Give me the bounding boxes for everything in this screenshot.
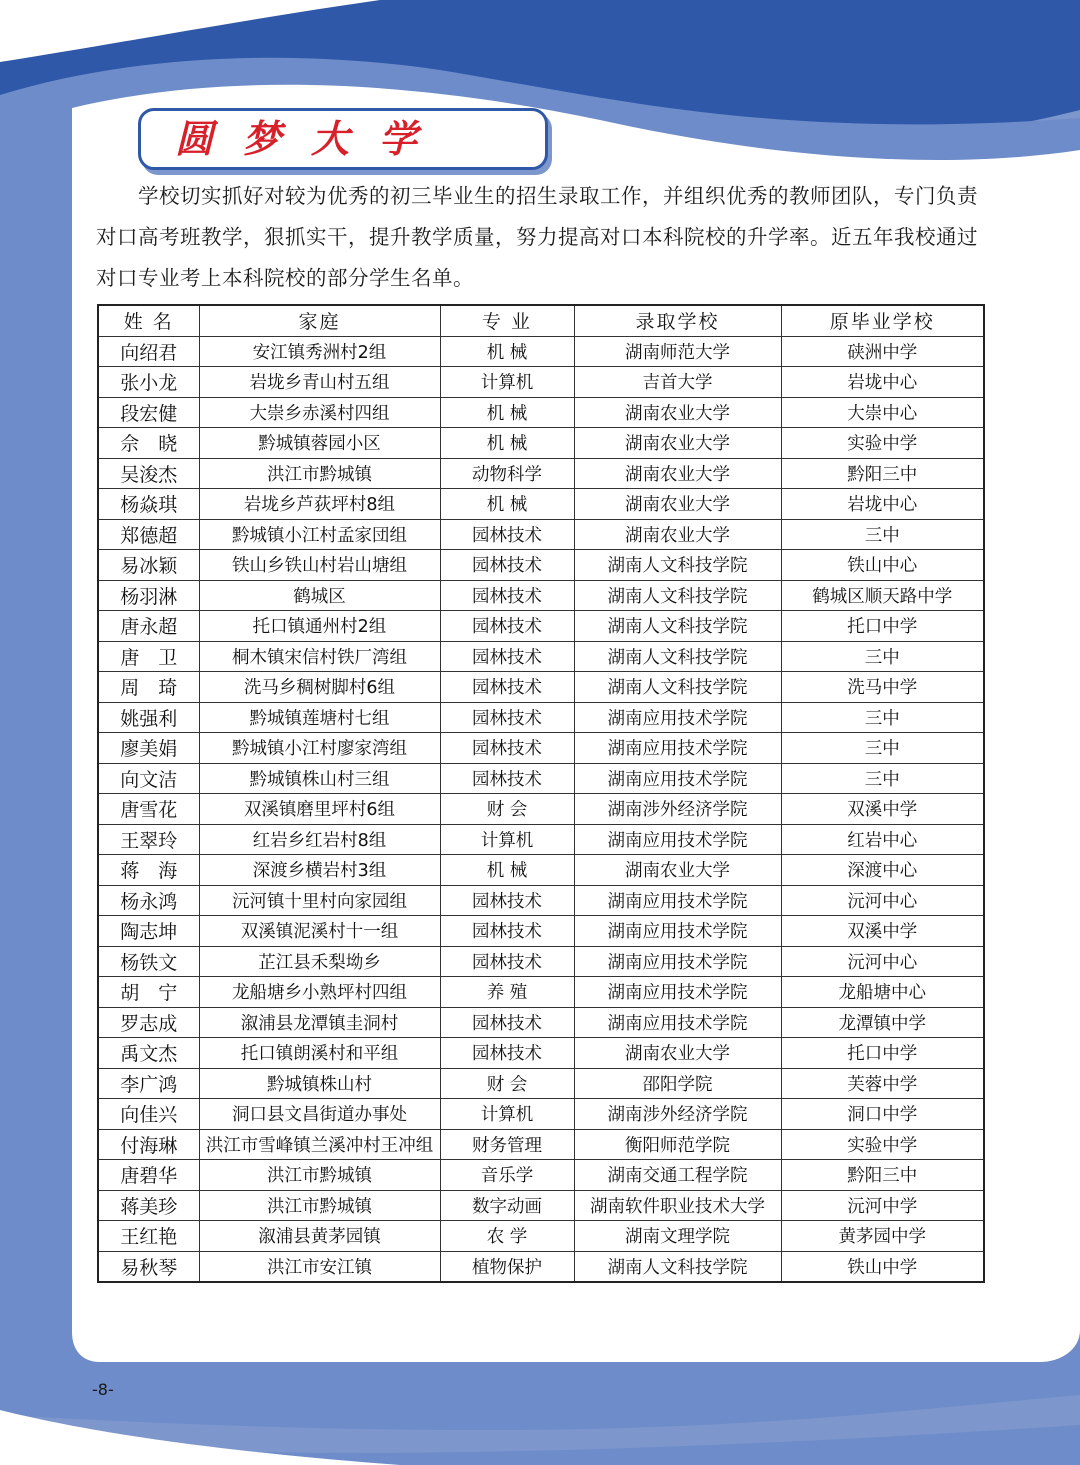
banner-title: 圆梦大学: [175, 116, 448, 161]
cell-name: 廖美娟: [98, 733, 199, 764]
cell-original-school: 三中: [781, 641, 984, 672]
cell-original-school: 鹤城区顺天路中学: [781, 580, 984, 611]
cell-name: 李广鸿: [98, 1068, 199, 1099]
cell-original-school: 黔阳三中: [781, 1160, 984, 1191]
cell-name: 蒋美珍: [98, 1190, 199, 1221]
table-row: [98, 1038, 984, 1069]
cell-major: 财 会: [440, 1068, 574, 1099]
cell-home: 深渡乡横岩村3组: [199, 855, 440, 886]
cell-original-school: 三中: [781, 519, 984, 550]
cell-home: 双溪镇磨里坪村6组: [199, 794, 440, 825]
cell-major: 园林技术: [440, 611, 574, 642]
cell-name: 王翠玲: [98, 824, 199, 855]
table-row: [98, 702, 984, 733]
table-row: [98, 550, 984, 581]
cell-original-school: 沅河中心: [781, 885, 984, 916]
cell-name: 杨铁文: [98, 946, 199, 977]
cell-home: 洞口县文昌街道办事处: [199, 1099, 440, 1130]
cell-original-school: 三中: [781, 733, 984, 764]
cell-major: 园林技术: [440, 885, 574, 916]
cell-name: 付海琳: [98, 1129, 199, 1160]
cell-home: 黔城镇蓉园小区: [199, 428, 440, 459]
header-home: 家庭: [199, 305, 440, 336]
cell-admitted-school: 湖南应用技术学院: [574, 946, 781, 977]
cell-name: 蒋 海: [98, 855, 199, 886]
table-row: [98, 855, 984, 886]
student-roster-table: [97, 304, 985, 1283]
cell-major: 农 学: [440, 1221, 574, 1252]
cell-name: 易冰颖: [98, 550, 199, 581]
cell-original-school: 实验中学: [781, 428, 984, 459]
cell-major: 机 械: [440, 428, 574, 459]
intro-paragraph: [96, 176, 984, 299]
cell-major: 园林技术: [440, 733, 574, 764]
cell-name: 禹文杰: [98, 1038, 199, 1069]
cell-home: 黔城镇株山村: [199, 1068, 440, 1099]
cell-home: 洪江市黔城镇: [199, 1190, 440, 1221]
cell-original-school: 龙潭镇中学: [781, 1007, 984, 1038]
cell-original-school: 岩垅中心: [781, 489, 984, 520]
cell-home: 岩垅乡青山村五组: [199, 367, 440, 398]
cell-admitted-school: 湖南涉外经济学院: [574, 794, 781, 825]
cell-admitted-school: 湖南应用技术学院: [574, 824, 781, 855]
cell-name: 唐 卫: [98, 641, 199, 672]
table-row: [98, 916, 984, 947]
cell-home: 安江镇秀洲村2组: [199, 336, 440, 367]
cell-original-school: 沅河中学: [781, 1190, 984, 1221]
cell-admitted-school: 湖南交通工程学院: [574, 1160, 781, 1191]
cell-admitted-school: 邵阳学院: [574, 1068, 781, 1099]
cell-major: 园林技术: [440, 702, 574, 733]
cell-major: 音乐学: [440, 1160, 574, 1191]
cell-name: 向绍君: [98, 336, 199, 367]
cell-home: 黔城镇莲塘村七组: [199, 702, 440, 733]
cell-major: 园林技术: [440, 672, 574, 703]
table-row: [98, 519, 984, 550]
table-row: [98, 1099, 984, 1130]
cell-major: 园林技术: [440, 550, 574, 581]
cell-admitted-school: 湖南农业大学: [574, 1038, 781, 1069]
cell-admitted-school: 湖南文理学院: [574, 1221, 781, 1252]
cell-name: 向文洁: [98, 763, 199, 794]
cell-admitted-school: 湖南农业大学: [574, 519, 781, 550]
cell-major: 计算机: [440, 367, 574, 398]
cell-home: 双溪镇泥溪村十一组: [199, 916, 440, 947]
cell-original-school: 黄茅园中学: [781, 1221, 984, 1252]
cell-original-school: 洞口中学: [781, 1099, 984, 1130]
cell-major: 机 械: [440, 336, 574, 367]
cell-major: 园林技术: [440, 946, 574, 977]
cell-name: 周 琦: [98, 672, 199, 703]
cell-name: 姚强利: [98, 702, 199, 733]
cell-admitted-school: 湖南应用技术学院: [574, 977, 781, 1008]
cell-original-school: 铁山中心: [781, 550, 984, 581]
cell-major: 园林技术: [440, 641, 574, 672]
cell-major: 机 械: [440, 855, 574, 886]
cell-admitted-school: 湖南农业大学: [574, 458, 781, 489]
cell-major: 园林技术: [440, 916, 574, 947]
table-row: [98, 489, 984, 520]
cell-major: 园林技术: [440, 519, 574, 550]
cell-admitted-school: 吉首大学: [574, 367, 781, 398]
cell-original-school: 深渡中心: [781, 855, 984, 886]
header-original-school: 原毕业学校: [781, 305, 984, 336]
cell-original-school: 双溪中学: [781, 916, 984, 947]
table-row: [98, 336, 984, 367]
cell-home: 芷江县禾梨坳乡: [199, 946, 440, 977]
cell-major: 养 殖: [440, 977, 574, 1008]
table-row: [98, 672, 984, 703]
cell-home: 洪江市雪峰镇兰溪冲村王冲组: [199, 1129, 440, 1160]
cell-major: 植物保护: [440, 1251, 574, 1282]
cell-name: 郑德超: [98, 519, 199, 550]
table-row: [98, 428, 984, 459]
cell-admitted-school: 湖南农业大学: [574, 397, 781, 428]
cell-home: 大崇乡赤溪村四组: [199, 397, 440, 428]
table-row: [98, 733, 984, 764]
cell-major: 园林技术: [440, 763, 574, 794]
cell-admitted-school: 湖南人文科技学院: [574, 611, 781, 642]
cell-original-school: 托口中学: [781, 1038, 984, 1069]
cell-admitted-school: 湖南应用技术学院: [574, 702, 781, 733]
cell-major: 财务管理: [440, 1129, 574, 1160]
cell-admitted-school: 湖南应用技术学院: [574, 763, 781, 794]
table-row: [98, 580, 984, 611]
cell-major: 计算机: [440, 824, 574, 855]
cell-name: 唐雪花: [98, 794, 199, 825]
cell-home: 黔城镇小江村孟家団组: [199, 519, 440, 550]
table-row: [98, 946, 984, 977]
table-row: [98, 885, 984, 916]
cell-major: 园林技术: [440, 1038, 574, 1069]
cell-name: 易秋琴: [98, 1251, 199, 1282]
cell-name: 佘 晓: [98, 428, 199, 459]
cell-name: 陶志坤: [98, 916, 199, 947]
cell-original-school: 实验中学: [781, 1129, 984, 1160]
table-row: [98, 763, 984, 794]
cell-home: 桐木镇宋信村铁厂湾组: [199, 641, 440, 672]
cell-original-school: 硖洲中学: [781, 336, 984, 367]
cell-original-school: 托口中学: [781, 611, 984, 642]
cell-admitted-school: 湖南人文科技学院: [574, 672, 781, 703]
table-row: [98, 1068, 984, 1099]
table-body: [98, 336, 984, 1282]
table-row: [98, 367, 984, 398]
cell-major: 计算机: [440, 1099, 574, 1130]
cell-major: 园林技术: [440, 580, 574, 611]
cell-admitted-school: 湖南应用技术学院: [574, 885, 781, 916]
cell-home: 黔城镇株山村三组: [199, 763, 440, 794]
cell-name: 唐碧华: [98, 1160, 199, 1191]
cell-original-school: 三中: [781, 702, 984, 733]
page-number: -8-: [92, 1380, 114, 1399]
cell-admitted-school: 湖南应用技术学院: [574, 733, 781, 764]
table-row: [98, 1007, 984, 1038]
header-admitted-school: 录取学校: [574, 305, 781, 336]
cell-major: 财 会: [440, 794, 574, 825]
cell-admitted-school: 湖南应用技术学院: [574, 916, 781, 947]
cell-home: 溆浦县黄茅园镇: [199, 1221, 440, 1252]
table-row: [98, 824, 984, 855]
cell-admitted-school: 湖南师范大学: [574, 336, 781, 367]
cell-name: 杨羽淋: [98, 580, 199, 611]
cell-name: 杨焱琪: [98, 489, 199, 520]
table-row: [98, 458, 984, 489]
cell-home: 沅河镇十里村向家园组: [199, 885, 440, 916]
cell-original-school: 沅河中心: [781, 946, 984, 977]
table-row: [98, 977, 984, 1008]
cell-name: 罗志成: [98, 1007, 199, 1038]
cell-admitted-school: 湖南人文科技学院: [574, 550, 781, 581]
cell-original-school: 三中: [781, 763, 984, 794]
cell-admitted-school: 湖南应用技术学院: [574, 1007, 781, 1038]
cell-major: 机 械: [440, 489, 574, 520]
table-row: [98, 641, 984, 672]
cell-original-school: 红岩中心: [781, 824, 984, 855]
banner: [138, 108, 548, 170]
cell-admitted-school: 湖南农业大学: [574, 489, 781, 520]
cell-name: 张小龙: [98, 367, 199, 398]
cell-home: 铁山乡铁山村岩山塘组: [199, 550, 440, 581]
cell-name: 胡 宁: [98, 977, 199, 1008]
table-row: [98, 1129, 984, 1160]
cell-name: 段宏健: [98, 397, 199, 428]
cell-home: 洗马乡稠树脚村6组: [199, 672, 440, 703]
header-name: 姓 名: [98, 305, 199, 336]
cell-home: 溆浦县龙潭镇圭洞村: [199, 1007, 440, 1038]
cell-major: 机 械: [440, 397, 574, 428]
cell-home: 洪江市安江镇: [199, 1251, 440, 1282]
cell-admitted-school: 湖南农业大学: [574, 855, 781, 886]
cell-admitted-school: 湖南涉外经济学院: [574, 1099, 781, 1130]
cell-admitted-school: 湖南人文科技学院: [574, 580, 781, 611]
cell-admitted-school: 湖南人文科技学院: [574, 641, 781, 672]
cell-home: 托口镇通州村2组: [199, 611, 440, 642]
cell-original-school: 黔阳三中: [781, 458, 984, 489]
cell-major: 园林技术: [440, 1007, 574, 1038]
header-major: 专 业: [440, 305, 574, 336]
cell-name: 杨永鸿: [98, 885, 199, 916]
cell-name: 吴浚杰: [98, 458, 199, 489]
cell-admitted-school: 湖南农业大学: [574, 428, 781, 459]
cell-admitted-school: 湖南软件职业技术大学: [574, 1190, 781, 1221]
cell-home: 托口镇朗溪村和平组: [199, 1038, 440, 1069]
cell-home: 鹤城区: [199, 580, 440, 611]
cell-home: 红岩乡红岩村8组: [199, 824, 440, 855]
cell-original-school: 铁山中学: [781, 1251, 984, 1282]
table-row: [98, 1160, 984, 1191]
cell-original-school: 龙船塘中心: [781, 977, 984, 1008]
table-row: [98, 1190, 984, 1221]
cell-admitted-school: 衡阳师范学院: [574, 1129, 781, 1160]
cell-original-school: 芙蓉中学: [781, 1068, 984, 1099]
cell-name: 王红艳: [98, 1221, 199, 1252]
cell-name: 唐永超: [98, 611, 199, 642]
table-row: [98, 794, 984, 825]
intro-text: 学校切实抓好对较为优秀的初三毕业生的招生录取工作，并组织优秀的教师团队，专门负责对口高考班教学，狠抓实干，提升教学质量，努力提高对口本科院校的升学率。近五年我校通过对口专业考上本科院校的部分学生名单。: [96, 184, 978, 290]
cell-original-school: 洗马中学: [781, 672, 984, 703]
cell-admitted-school: 湖南人文科技学院: [574, 1251, 781, 1282]
table-row: [98, 611, 984, 642]
cell-major: 数字动画: [440, 1190, 574, 1221]
cell-home: 龙船塘乡小熟坪村四组: [199, 977, 440, 1008]
table-header-row: [98, 305, 984, 336]
cell-name: 向佳兴: [98, 1099, 199, 1130]
cell-major: 动物科学: [440, 458, 574, 489]
cell-original-school: 大崇中心: [781, 397, 984, 428]
cell-home: 岩垅乡芦荻坪村8组: [199, 489, 440, 520]
table-row: [98, 1221, 984, 1252]
table-row: [98, 397, 984, 428]
cell-original-school: 岩垅中心: [781, 367, 984, 398]
cell-original-school: 双溪中学: [781, 794, 984, 825]
cell-home: 洪江市黔城镇: [199, 1160, 440, 1191]
cell-home: 黔城镇小江村廖家湾组: [199, 733, 440, 764]
table-row: [98, 1251, 984, 1282]
cell-home: 洪江市黔城镇: [199, 458, 440, 489]
